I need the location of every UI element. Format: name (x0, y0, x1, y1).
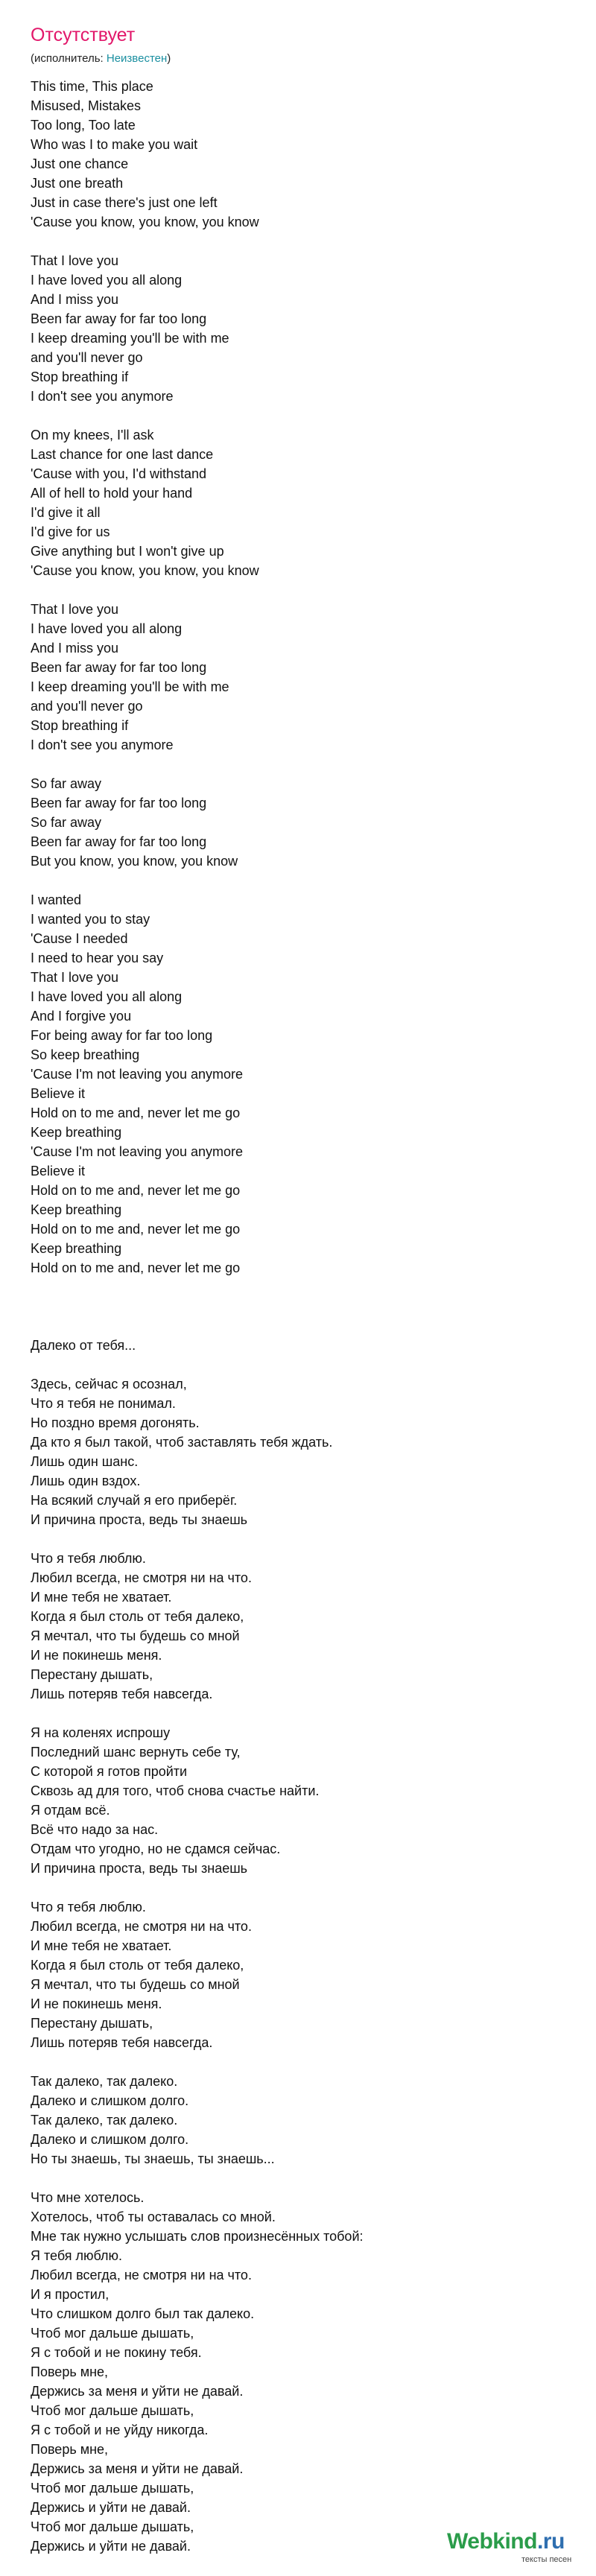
lyric-line (31, 871, 567, 890)
lyric-line: And I forgive you (31, 1009, 132, 1024)
lyric-line: Любил всегда, не смотря ни на что. (31, 1570, 252, 1585)
lyric-line: Далеко от тебя... (31, 1338, 136, 1353)
site-logo[interactable] (434, 2521, 596, 2576)
lyric-line: I keep dreaming you'll be with me (31, 331, 229, 346)
lyric-line: Держись и уйти не давай. (31, 2539, 191, 2554)
lyric-line: I keep dreaming you'll be with me (31, 679, 229, 694)
lyric-line: Держись за меня и уйти не давай. (31, 2384, 244, 2399)
artist-prefix: (исполнитель: (31, 52, 107, 65)
lyric-line: И не покинешь меня. (31, 1996, 162, 2011)
lyric-line: И мне тебя не хватает. (31, 1938, 172, 1953)
lyric-line: 'Cause I'm not leaving you anymore (31, 1067, 244, 1082)
lyric-line: Далеко и слишком долго. (31, 2093, 189, 2108)
lyric-line: Последний шанс вернуть себе ту, (31, 1745, 241, 1760)
lyric-line: I don't see you anymore (31, 389, 174, 404)
lyric-line: So far away (31, 815, 102, 830)
lyric-line: I have loved you all along (31, 621, 183, 636)
lyric-line (31, 1297, 567, 1316)
lyric-line: На всякий случай я его приберёг. (31, 1493, 238, 1508)
lyric-line: Поверь мне, (31, 2364, 109, 2379)
lyric-line: That I love you (31, 970, 119, 985)
lyric-line (31, 232, 567, 251)
lyric-line: Перестану дышать, (31, 2016, 153, 2031)
lyric-line: Been far away for far too long (31, 311, 207, 326)
lyric-line: This time, This place (31, 79, 153, 94)
lyric-line: Что мне хотелось. (31, 2190, 145, 2205)
lyric-line: Далеко и слишком долго. (31, 2132, 189, 2147)
lyric-line (31, 580, 567, 600)
lyric-line: Перестану дышать, (31, 1667, 153, 1682)
lyric-line: Когда я был столь от тебя далеко, (31, 1958, 244, 1973)
lyric-line: Я мечтал, что ты будешь со мной (31, 1977, 240, 1992)
lyric-line: Хотелось, чтоб ты оставалась со мной. (31, 2209, 276, 2224)
logo-tld: .ru (536, 2529, 565, 2554)
lyric-line: I'd give it all (31, 505, 101, 520)
lyric-line: Так далеко, так далеко. (31, 2113, 178, 2128)
logo-subtitle: тексты песен (522, 2555, 572, 2564)
lyric-line: Just one breath (31, 176, 124, 191)
lyric-line: Stop breathing if (31, 369, 129, 384)
lyric-line (31, 1355, 567, 1374)
lyric-line: 'Cause I needed (31, 931, 128, 946)
lyric-line: Что я тебя люблю. (31, 1551, 146, 1566)
lyric-line: Hold on to me and, never let me go (31, 1260, 241, 1275)
lyric-line: And I miss you (31, 641, 119, 656)
lyric-line: Любил всегда, не смотря ни на что. (31, 2268, 252, 2282)
lyric-line: Отдам что угодно, но не сдамся сейчас. (31, 1841, 281, 1856)
lyric-line: Любил всегда, не смотря ни на что. (31, 1919, 252, 1934)
lyric-line: Лишь один вздох. (31, 1473, 141, 1488)
lyric-line: and you'll never go (31, 699, 143, 714)
lyric-line: Лишь потеряв тебя навсегда. (31, 2035, 213, 2050)
lyric-line: So far away (31, 776, 102, 791)
lyric-line: Лишь потеряв тебя навсегда. (31, 1687, 213, 1701)
lyric-line (31, 755, 567, 774)
lyric-line: Just one chance (31, 156, 129, 171)
lyric-line: Been far away for far too long (31, 796, 207, 810)
lyric-line: So keep breathing (31, 1047, 140, 1062)
lyric-line: Я на коленях испрошу (31, 1725, 171, 1740)
lyric-line: I need to hear you say (31, 951, 164, 965)
lyric-line: Give anything but I won't give up (31, 544, 224, 559)
lyric-line: That I love you (31, 253, 119, 268)
artist-line (31, 51, 171, 66)
lyric-line: И мне тебя не хватает. (31, 1590, 172, 1605)
lyric-line: Stop breathing if (31, 718, 129, 733)
lyric-line (31, 1278, 567, 1297)
lyric-line: Чтоб мог дальше дышать, (31, 2403, 194, 2418)
lyric-line: Всё что надо за нас. (31, 1822, 159, 1837)
lyric-line: I have loved you all along (31, 989, 183, 1004)
lyric-line: I'd give for us (31, 524, 110, 539)
lyric-line: Что я тебя люблю. (31, 1900, 146, 1914)
lyric-line: Так далеко, так далеко. (31, 2074, 178, 2089)
lyric-line: 'Cause I'm not leaving you anymore (31, 1144, 244, 1159)
lyric-line: 'Cause with you, I'd withstand (31, 466, 206, 481)
lyrics-text (31, 77, 567, 2556)
lyric-line: But you know, you know, you know (31, 854, 238, 869)
lyric-line: И не покинешь меня. (31, 1648, 162, 1663)
lyric-line (31, 1878, 567, 1897)
lyric-line: I wanted (31, 892, 82, 907)
lyric-line: Been far away for far too long (31, 834, 207, 849)
lyric-line: И я простил, (31, 2287, 110, 2302)
lyric-line: Когда я был столь от тебя далеко, (31, 1609, 244, 1624)
lyric-line: That I love you (31, 602, 119, 617)
lyric-line: On my knees, I'll ask (31, 428, 154, 442)
lyric-line: И причина проста, ведь ты знаешь (31, 1861, 248, 1876)
lyric-line: Чтоб мог дальше дышать, (31, 2326, 194, 2341)
lyric-line: Too long, Too late (31, 118, 136, 133)
lyric-line: С которой я готов пройти (31, 1764, 188, 1779)
lyric-line: Здесь, сейчас я осознал, (31, 1377, 187, 1392)
lyric-line: 'Cause you know, you know, you know (31, 215, 259, 229)
lyric-line: Лишь один шанс. (31, 1454, 139, 1469)
lyric-line: Поверь мне, (31, 2442, 109, 2457)
lyric-line (31, 2052, 567, 2072)
lyric-line: Misused, Mistakes (31, 98, 142, 113)
lyric-line: Я с тобой и не уйду никогда. (31, 2423, 209, 2437)
lyric-line: Чтоб мог дальше дышать, (31, 2519, 194, 2534)
lyric-line: Keep breathing (31, 1202, 122, 1217)
lyric-line: I have loved you all along (31, 273, 183, 288)
lyric-line: I don't see you anymore (31, 737, 174, 752)
lyric-line: Чтоб мог дальше дышать, (31, 2481, 194, 2496)
lyric-line: Just in case there's just one left (31, 195, 218, 210)
lyric-line: and you'll never go (31, 350, 143, 365)
logo-word: Webkind (447, 2529, 537, 2554)
lyric-line: And I miss you (31, 292, 119, 307)
lyric-line: Держись и уйти не давай. (31, 2500, 191, 2515)
lyric-line: Мне так нужно услышать слов произнесённых тобой: (31, 2229, 364, 2244)
lyric-line: Last chance for one last dance (31, 447, 214, 462)
lyric-line: Believe it (31, 1164, 86, 1178)
lyric-line (31, 1529, 567, 1549)
lyric-line: Я тебя люблю. (31, 2248, 123, 2263)
lyric-line (31, 2169, 567, 2188)
lyric-line: И причина проста, ведь ты знаешь (31, 1512, 248, 1527)
lyric-line: Who was I to make you wait (31, 137, 198, 152)
lyric-line: Да кто я был такой, чтоб заставлять тебя ждать. (31, 1435, 333, 1450)
lyric-line: For being away for far too long (31, 1028, 213, 1043)
lyric-line: Hold on to me and, never let me go (31, 1183, 241, 1198)
lyric-line: Я отдам всё. (31, 1803, 110, 1818)
lyric-line: Но ты знаешь, ты знаешь, ты знаешь... (31, 2151, 275, 2166)
lyric-line: Believe it (31, 1086, 86, 1101)
lyric-line: Я с тобой и не покину тебя. (31, 2345, 202, 2360)
lyric-line: Keep breathing (31, 1125, 122, 1140)
lyric-line: Сквозь ад для того, чтоб снова счастье найти. (31, 1783, 320, 1798)
logo-wordmark (447, 2528, 565, 2555)
lyric-line: Что я тебя не понимал. (31, 1396, 176, 1411)
lyric-line: Держись за меня и уйти не давай. (31, 2461, 244, 2476)
lyric-line: Но поздно время догонять. (31, 1415, 200, 1430)
lyric-line: 'Cause you know, you know, you know (31, 563, 259, 578)
lyric-line (31, 406, 567, 425)
lyric-line: I wanted you to stay (31, 912, 150, 927)
lyric-line: Keep breathing (31, 1241, 122, 1256)
artist-link[interactable]: Неизвестен (106, 52, 168, 65)
lyric-line: All of hell to hold your hand (31, 486, 193, 501)
song-title: Отсутствует (31, 25, 136, 45)
artist-suffix: ) (167, 52, 171, 65)
lyric-line: Hold on to me and, never let me go (31, 1105, 241, 1120)
lyric-line: Hold on to me and, never let me go (31, 1222, 241, 1237)
lyric-line (31, 1316, 567, 1336)
lyric-line: Я мечтал, что ты будешь со мной (31, 1628, 240, 1643)
lyric-line (31, 1704, 567, 1723)
lyric-line: Что слишком долго был так далеко. (31, 2306, 255, 2321)
lyric-line: Been far away for far too long (31, 660, 207, 675)
